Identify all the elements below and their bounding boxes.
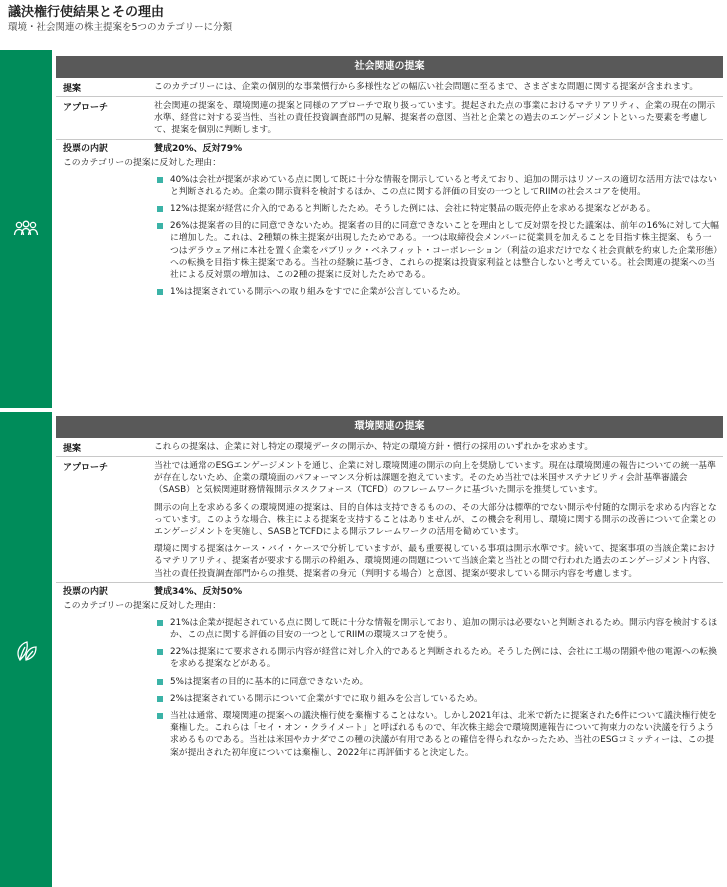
- environment-approach-row: [56, 457, 723, 583]
- social-content: [56, 56, 723, 303]
- environment-approach-label: アプローチ: [63, 463, 109, 473]
- social-reasons-list: [56, 174, 723, 299]
- list-item: 2%は提案されている開示について企業がすでに取り組みを公言しているため。: [156, 693, 719, 705]
- social-vote-result: 賛成20%、反対79%: [154, 143, 243, 154]
- page-title: 議決権行使結果とその理由: [8, 5, 165, 20]
- approach-paragraph: 環境に関する提案はケース・バイ・ケースで分析していますが、最も重要視している事項は開示水準です。続いて、提案事項の当該企業におけるマテリアリティ、提案者が要求する開示の枠組み、環境関連の問題について当該企業と当社との間で行われた過去のエンゲージメント内容、当社の責任投資調査部門からの推奨、提案者の身元（判明する場合）と意図、提案が要求している開示内容を考慮します。: [154, 544, 716, 579]
- social-proposal-text: このカテゴリーには、企業の個別的な事業慣行から多様性などの幅広い社会問題に至るまで、さまざまな問題に関する提案が含まれます。: [154, 82, 699, 92]
- list-item: 21%は企業が提起されている点に関して既に十分な情報を開示しており、追加の開示は必要ないと判断されるため。開示内容を検討するほか、この点に関する評価の目安の一つとしてRIIMの環境スコアを使う。: [156, 617, 719, 641]
- list-item: 26%は提案者の目的に同意できないため。提案者の目的に同意できないことを理由として反対票を投じた議案は、前年の16%に対して大幅に増加した。これは、2種類の株主提案が出現したためである。一つは取締役会メンバーに従業員を加えることを目指す株主提案、もう一つはデラウェア州に本社を置く企業をパブリック・ベネフィット・コーポレーション（利益の追求だけでなく社会貢献を約束した企業形態）への転換を目指す株主提案である。当社の経験に基づき、これらの提案は投資家利益とは整合しないと考えている。社会関連の提案への当社による反対票の増加は、この2種の提案に反対したためである。: [156, 220, 719, 281]
- social-section: [0, 50, 727, 408]
- list-item: 1%は提案されている開示への取り組みをすでに企業が公言しているため。: [156, 286, 719, 298]
- environment-vote-result: 賛成34%、反対50%: [154, 586, 243, 597]
- social-vote-block: [56, 140, 723, 299]
- environment-vote-block: [56, 583, 723, 759]
- environment-proposal-text: これらの提案は、企業に対し特定の環境データの開示か、特定の環境方針・慣行の採用のいずれかを求めます。: [154, 442, 594, 452]
- list-item: 22%は提案にて要求される開示内容が経営に対し介入的であると判断されるため。そうした例には、会社に工場の閉鎖や他の電源への転換を求める提案などがある。: [156, 646, 719, 670]
- social-vote-label: 投票の内訳: [63, 143, 109, 154]
- social-approach-text: 社会関連の提案を、環境関連の提案と同様のアプローチで取り扱っています。提起された点の事業におけるマテリアリティ、企業の現在の開示水準、経営に対する妥当性、当社の責任投資調査部門の見解、提案者の意図、当社と企業との過去のエンゲージメントといった要素を考慮して、提案を個別に判断します。: [154, 101, 716, 136]
- environment-approach-text: [148, 457, 723, 582]
- approach-paragraph: 当社では通常のESGエンゲージメントを通じ、企業に対し環境関連の開示の向上を奨励しています。現在は環境関連の報告についての統一基準が存在しないため、企業の環境面のパフォーマンス分析は課題を抱えています。そのため当社では米国サステナビリティ会計基準審議会（SASB）と気候関連財務情報開示タスクフォース（TCFD）のフレームワークに基づいた開示を推奨しています。: [154, 461, 716, 496]
- social-proposal-row: [56, 78, 723, 97]
- social-side-band: [0, 50, 52, 408]
- environment-band-title: 環境関連の提案: [56, 416, 723, 438]
- environment-vote-label: 投票の内訳: [63, 586, 109, 597]
- social-approach-label: アプローチ: [63, 103, 109, 113]
- social-approach-row: [56, 97, 723, 140]
- environment-proposal-label: 提案: [63, 444, 82, 454]
- list-item: 40%は会社が提案が求めている点に関して既に十分な情報を開示していると考えており、追加の開示はリソースの適切な活用方法ではないと判断されるため。企業の開示資料を検討するほか、この点に関する評価の目安の一つとしてRIIMの社会スコアを使用。: [156, 174, 719, 198]
- page-header: [0, 0, 727, 46]
- social-reasons-intro: このカテゴリーの提案に反対した理由：: [63, 157, 221, 168]
- environment-content: [56, 416, 723, 764]
- leaf-icon: [13, 638, 39, 664]
- list-item: 当社は通常、環境関連の提案への議決権行使を棄権することはない。しかし2021年は、北米で新たに提案された6件について議決権行使を棄権した。これらは「セイ・オン・クライメート」と呼ばれるもので、年次株主総会で環境関連報告について拘束力のない決議を行うよう求めるものである。当社は米国やカナダでこの種の決議が有用であるとの確信を得られなかったため、当社のESGコミッティーは、この提案が提出された初年度については棄権し、2022年に再評価すると決定した。: [156, 710, 719, 759]
- page-subtitle: 環境・社会関連の株主提案を5つのカテゴリーに分類: [8, 22, 233, 33]
- environment-reasons-intro: このカテゴリーの提案に反対した理由：: [63, 600, 221, 611]
- environment-side-band: [0, 412, 52, 887]
- people-group-icon: [13, 216, 39, 242]
- social-proposal-label: 提案: [63, 84, 82, 94]
- approach-paragraph: 開示の向上を求める多くの環境関連の提案は、目的自体は支持できるものの、その大部分は標準的でない開示や付随的な開示を求める内容となっています。このような場合、株主による提案を支持することはありませんが、この機会を利用し、環境に関する開示の改善について企業とのエンゲージメントを実施し、SASBとTCFDによる開示フレームワークの活用を勧めています。: [154, 502, 717, 538]
- environment-section: [0, 412, 727, 887]
- environment-reasons-list: [56, 617, 723, 759]
- social-band-title: 社会関連の提案: [56, 56, 723, 78]
- list-item: 5%は提案者の目的に基本的に同意できないため。: [156, 676, 719, 688]
- list-item: 12%は提案が経営に介入的であると判断したため。そうした例には、会社に特定製品の販売停止を求める提案などがある。: [156, 203, 719, 215]
- environment-proposal-row: [56, 438, 723, 457]
